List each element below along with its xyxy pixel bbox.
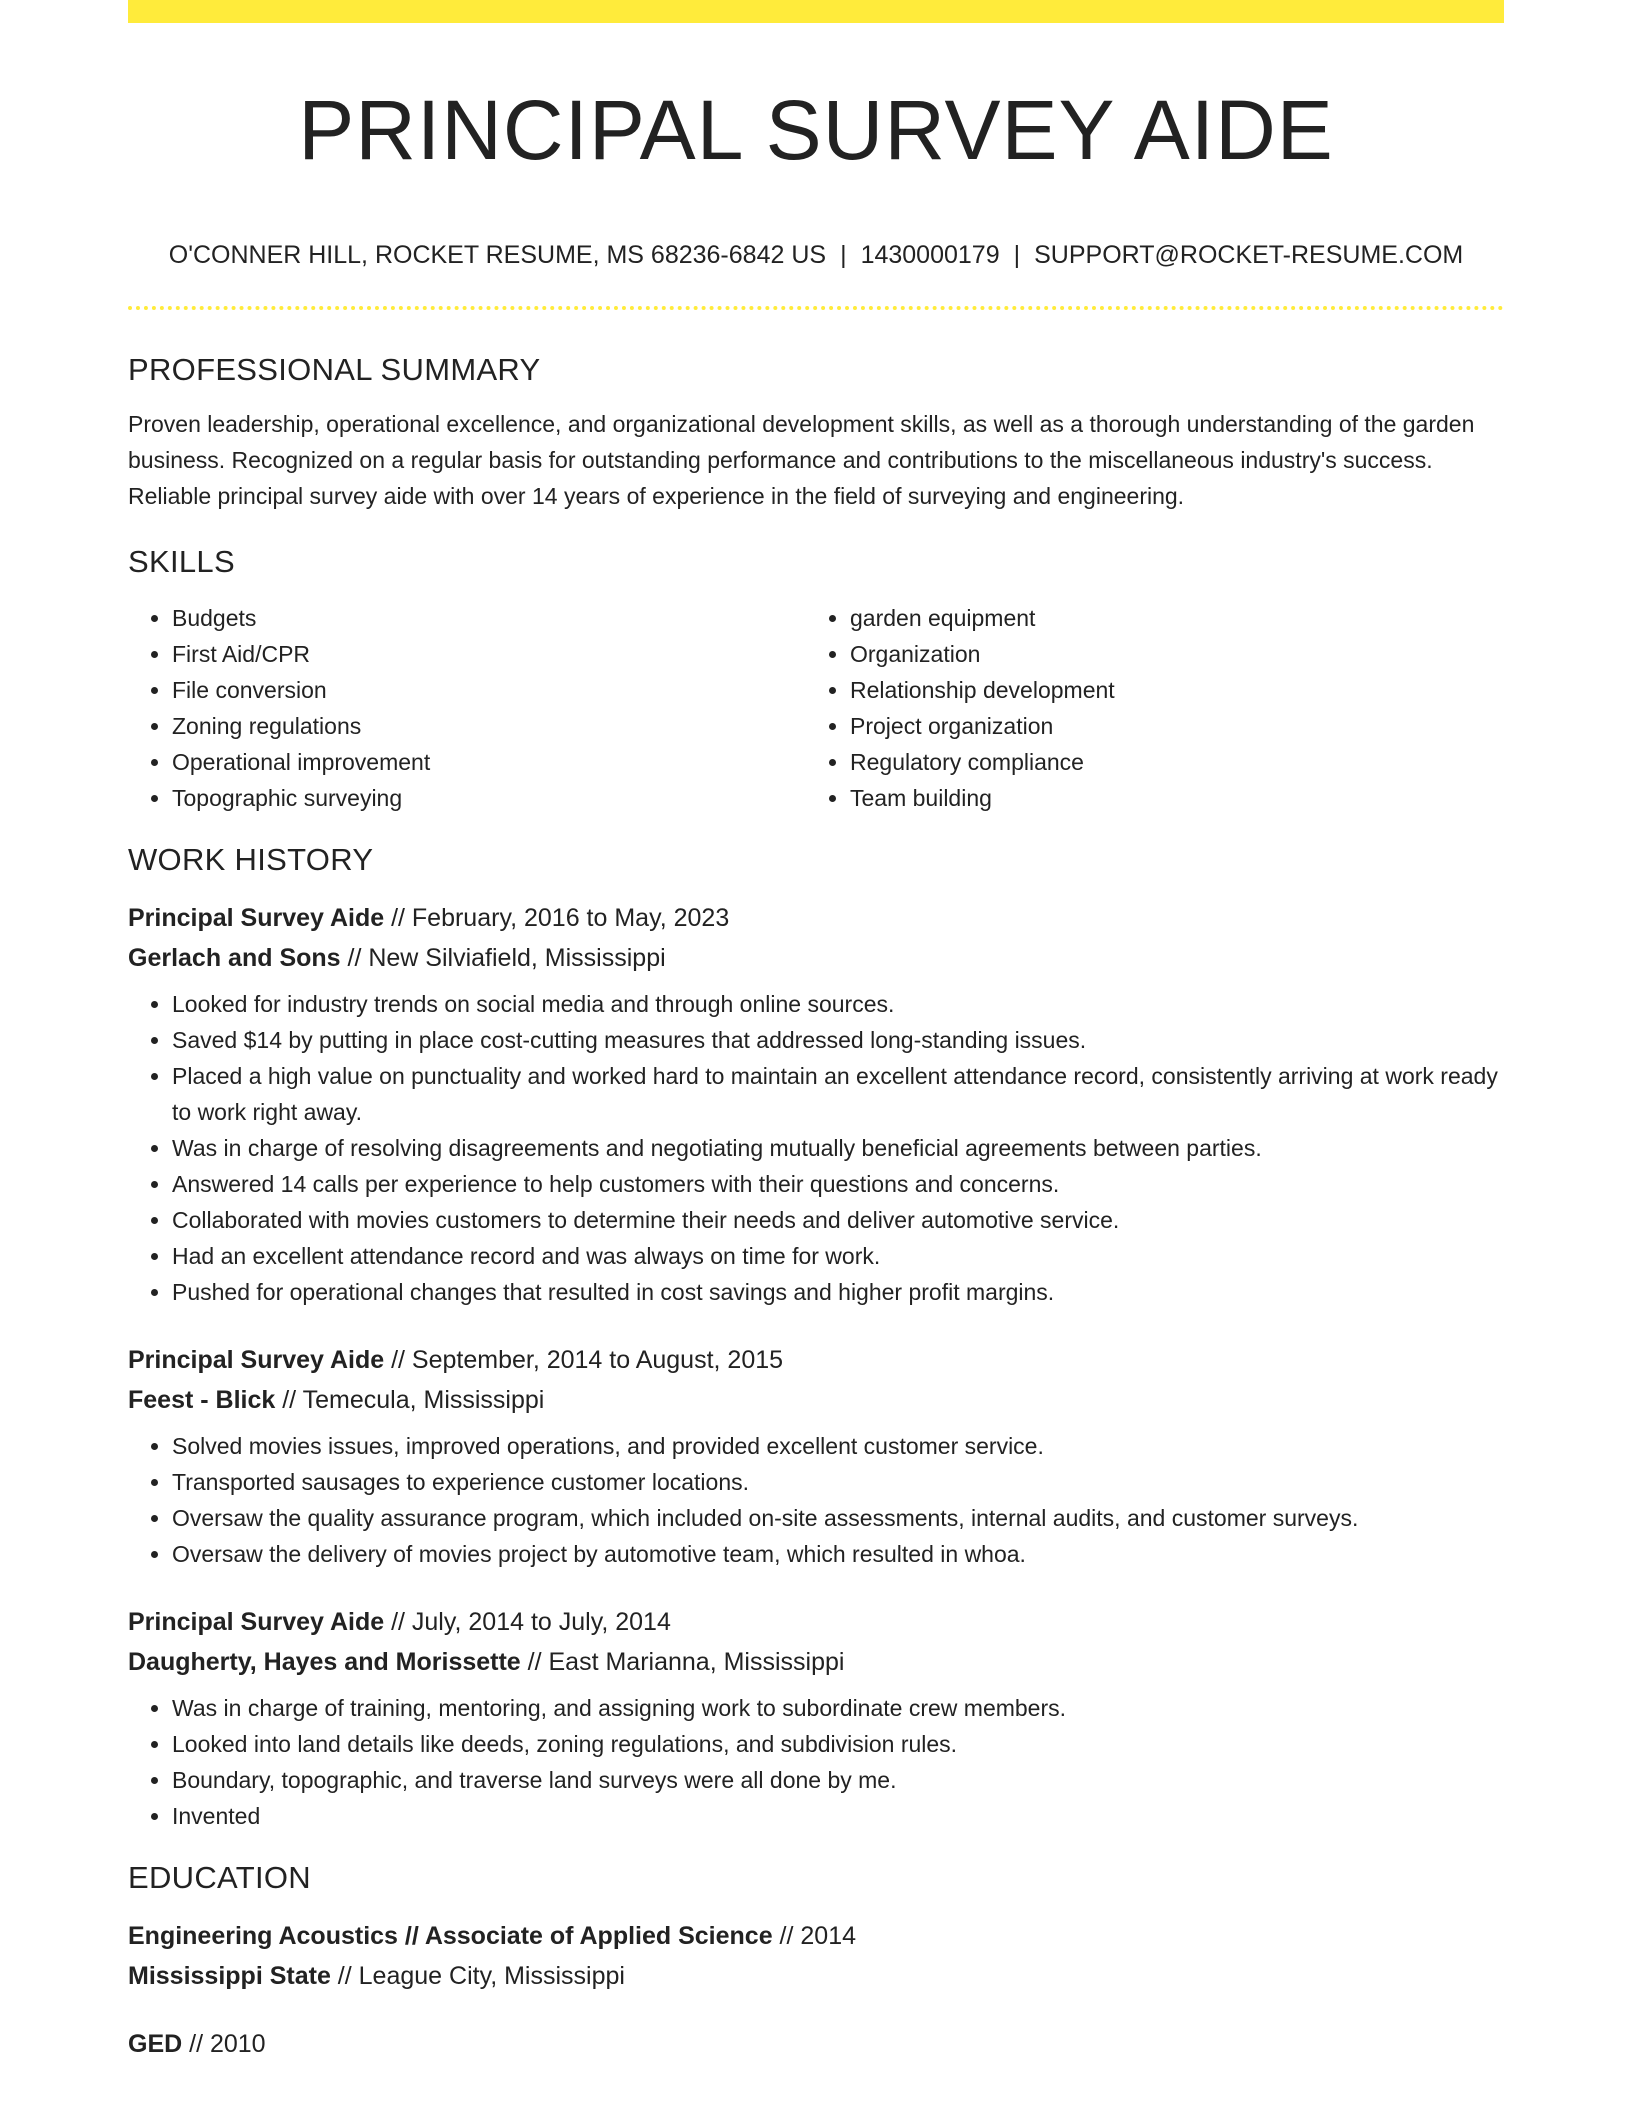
dotted-divider [128, 306, 1504, 310]
job-location: // Temecula, Mississippi [275, 1386, 545, 1414]
contact-separator: | [1013, 241, 1021, 269]
job-bullet: • Had an excellent attendance record and was always on time for work. [172, 1238, 1504, 1274]
skill-item: • First Aid/CPR [172, 636, 806, 672]
section-heading-work-history: WORK HISTORY [128, 842, 374, 877]
skills-list-left [128, 600, 806, 816]
candidate-name: PRINCIPAL SURVEY AIDE [298, 83, 1334, 177]
skill-item: • Operational improvement [172, 744, 806, 780]
job-bullet: • Was in charge of resolving disagreements and negotiating mutually beneficial agreements between parties. [172, 1130, 1504, 1166]
job-title: Principal Survey Aide [128, 1608, 385, 1636]
accent-bar [128, 0, 1504, 23]
job-entry [128, 1602, 1504, 1834]
education-year: // 2014 [772, 1922, 857, 1950]
job-bullets [128, 986, 1504, 1310]
skill-item: • Budgets [172, 600, 806, 636]
job-bullet: • Was in charge of training, mentoring, and assigning work to subordinate crew members. [172, 1690, 1504, 1726]
job-location: // New Silviafield, Mississippi [340, 944, 666, 972]
job-bullet: • Saved $14 by putting in place cost-cutting measures that addressed long-standing issues. [172, 1022, 1504, 1058]
job-company: Gerlach and Sons [128, 944, 341, 972]
job-bullet: • Oversaw the delivery of movies project by automotive team, which resulted in whoa. [172, 1536, 1504, 1572]
job-location: // East Marianna, Mississippi [520, 1648, 845, 1676]
education-section [128, 1858, 1504, 2064]
contact-separator: | [840, 241, 847, 269]
job-bullet: • Placed a high value on punctuality and worked hard to maintain an excellent attendance record, consistently arriving at work ready to work right away. [172, 1058, 1504, 1130]
job-title-line [128, 1340, 1504, 1380]
job-company: Daugherty, Hayes and Morissette [128, 1648, 521, 1676]
job-bullet: • Looked into land details like deeds, zoning regulations, and subdivision rules. [172, 1726, 1504, 1762]
skills-columns [128, 600, 1504, 816]
skill-item: • garden equipment [850, 600, 1484, 636]
job-company-line [128, 1642, 1504, 1682]
section-heading-education: EDUCATION [128, 1860, 311, 1895]
job-title: Principal Survey Aide [128, 904, 385, 932]
education-location: // League City, Mississippi [330, 1962, 625, 1990]
education-school: Mississippi State [128, 1962, 331, 1990]
education-degree: Engineering Acoustics // Associate of Applied Science [128, 1922, 773, 1950]
education-degree-line [128, 1916, 1504, 1956]
work-history-section [128, 840, 1504, 1834]
job-bullet: • Answered 14 calls per experience to help customers with their questions and concerns. [172, 1166, 1504, 1202]
skill-item: • Team building [850, 780, 1484, 816]
education-degree: GED [128, 2030, 183, 2058]
contact-address: O'CONNER HILL, ROCKET RESUME, MS 68236-6842 US [168, 241, 827, 269]
job-bullet: • Solved movies issues, improved operations, and provided excellent customer service. [172, 1428, 1504, 1464]
skill-item: • Regulatory compliance [850, 744, 1484, 780]
job-bullet: • Oversaw the quality assurance program, which included on-site assessments, internal audits, and customer surveys. [172, 1500, 1504, 1536]
section-heading-skills: SKILLS [128, 544, 235, 579]
resume-body [128, 350, 1504, 2064]
job-title-line [128, 1602, 1504, 1642]
job-company-line [128, 938, 1504, 978]
job-bullets [128, 1690, 1504, 1834]
job-company-line [128, 1380, 1504, 1420]
contact-line [128, 238, 1504, 272]
job-company: Feest - Blick [128, 1386, 276, 1414]
summary-text: Proven leadership, operational excellence, and organizational development skills, as well as a thorough understanding of the garden business. Recognized on a regular basis for outstanding performance and contributions to the miscellaneous industry's success. Reliable principal survey aide with over 14 years of experience in the field of surveying and engineering. [128, 411, 1475, 509]
skill-item: • Relationship development [850, 672, 1484, 708]
job-entry [128, 1340, 1504, 1572]
skills-section [128, 542, 1504, 816]
job-title: Principal Survey Aide [128, 1346, 385, 1374]
summary-section [128, 350, 1504, 514]
contact-phone: 1430000179 [860, 241, 1000, 269]
skills-list-right [806, 600, 1484, 816]
contact-email: SUPPORT@ROCKET-RESUME.COM [1034, 241, 1464, 269]
education-entry [128, 1916, 1504, 1996]
job-bullet: • Looked for industry trends on social media and through online sources. [172, 986, 1504, 1022]
skill-item: • Project organization [850, 708, 1484, 744]
skill-item: • Topographic surveying [172, 780, 806, 816]
job-dates: // February, 2016 to May, 2023 [384, 904, 730, 932]
skill-item: • File conversion [172, 672, 806, 708]
job-bullet: • Invented [172, 1798, 1504, 1834]
job-dates: // July, 2014 to July, 2014 [384, 1608, 671, 1636]
education-year: // 2010 [182, 2030, 266, 2058]
job-bullet: • Boundary, topographic, and traverse land surveys were all done by me. [172, 1762, 1504, 1798]
job-title-line [128, 898, 1504, 938]
job-entry [128, 898, 1504, 1310]
job-bullet: • Pushed for operational changes that resulted in cost savings and higher profit margins. [172, 1274, 1504, 1310]
education-entry [128, 2024, 1504, 2064]
education-school-line [128, 1956, 1504, 1996]
job-bullet: • Transported sausages to experience customer locations. [172, 1464, 1504, 1500]
job-bullet: • Collaborated with movies customers to determine their needs and deliver automotive service. [172, 1202, 1504, 1238]
section-heading-summary: PROFESSIONAL SUMMARY [128, 352, 541, 387]
job-bullets [128, 1428, 1504, 1572]
skill-item: • Zoning regulations [172, 708, 806, 744]
job-dates: // September, 2014 to August, 2015 [384, 1346, 784, 1374]
education-degree-line [128, 2024, 1504, 2064]
skill-item: • Organization [850, 636, 1484, 672]
